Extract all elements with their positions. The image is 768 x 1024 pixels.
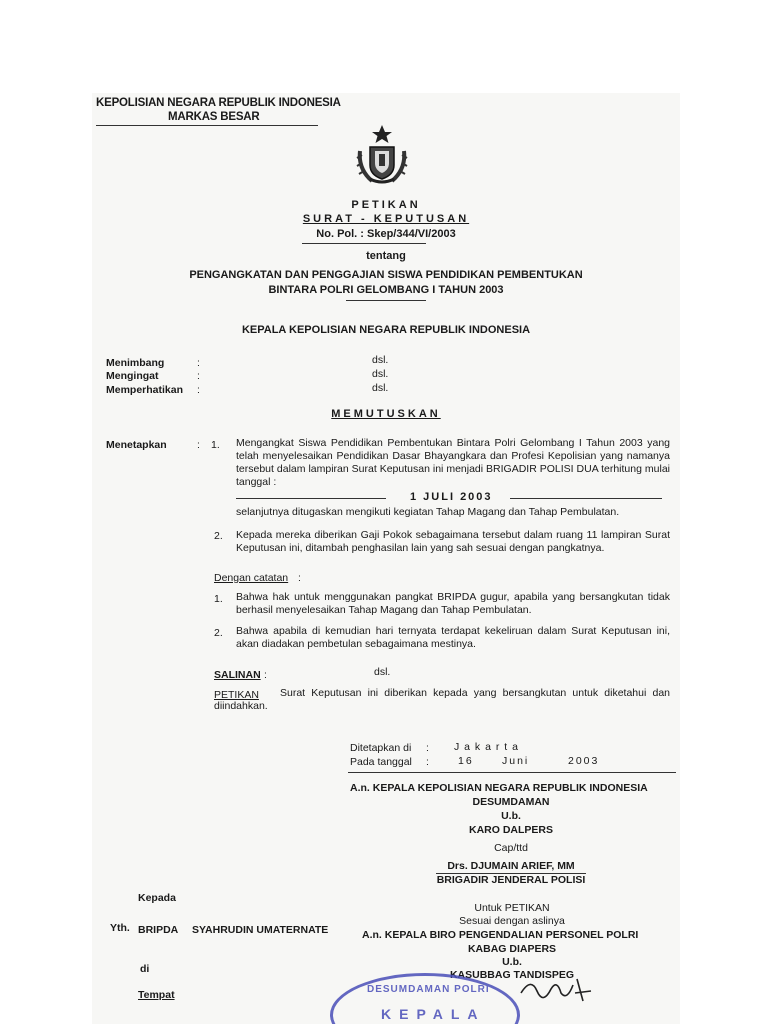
catatan-item2-number: 2. [214,627,223,639]
catatan-item1-number: 1. [214,593,223,605]
signatory-cap: Cap/ttd [494,842,528,854]
di-label: di [140,963,150,975]
number-underline [302,243,426,244]
doc-authority: KEPALA KEPOLISIAN NEGARA REPUBLIK INDONESIA [241,324,531,336]
certification-unit: KABAG DIAPERS [467,943,557,955]
yth-label: Yth. [110,922,130,934]
doc-number: No. Pol. : Skep/344/VI/2003 [316,228,456,240]
doc-petikan-title: PETIKAN [351,199,421,211]
letterhead-line2: MARKAS BESAR [168,111,260,123]
signatory-ub: U.b. [501,810,521,822]
tempat-label: Tempat [138,989,175,1001]
menetapkan-label: Menetapkan [106,439,167,451]
pada-tanggal-label: Pada tanggal [350,756,412,768]
document-page [92,93,680,1024]
signature-icon [517,971,597,1011]
catatan-colon: : [298,572,301,584]
doc-subject-line1: PENGANGKATAN DAN PENGGAJIAN SISWA PENDIDIKAN PEMBENTUKAN [189,269,583,281]
petikan-note-label: PETIKAN [214,689,259,701]
item1-text: Mengangkat Siswa Pendidikan Pembentukan Bintara Polri Gelombang I Tahun 2003 yang telah menyelesaikan Pendidikan Dasar Bhayangkara dan Profesi Kepolisian yang namanya tersebut dalam lampiran Surat Keputusan ini menjadi BRIGADIR POLISI DUA terhitung mulai tanggal : [236,437,670,488]
signatory-unit: DESUMDAMAN [472,796,550,808]
petikan-note-text: Surat Keputusan ini diberikan kepada yang bersangkutan untuk diketahui dan diindahkan. [214,687,670,712]
subject-underline [346,300,426,301]
mengingat-sep: : [197,370,200,382]
memutuskan-heading: MEMUTUSKAN [331,408,441,420]
salinan-colon: : [264,669,267,681]
doc-surat-keputusan: SURAT - KEPUTUSAN [302,213,470,225]
signatory-an: A.n. KEPALA KEPOLISIAN NEGARA REPUBLIK INDONESIA [350,782,648,794]
stamp-kepala: KEPALA [381,1006,486,1022]
pada-tanggal-sep: : [426,756,429,768]
date-line-right [510,498,662,499]
certification-an: A.n. KEPALA BIRO PENGENDALIAN PERSONEL POLRI [362,929,639,941]
effective-date: 1 JULI 2003 [410,491,493,503]
ditetapkan-line [348,772,676,773]
memperhatikan-value: dsl. [372,382,389,394]
sesuai-aslinya: Sesuai dengan aslinya [459,915,565,927]
item1-continuation: selanjutnya ditugaskan mengikuti kegiatan Tahap Magang dan Tahap Pembulatan. [236,506,620,518]
certification-position: KASUBBAG TANDISPEG [449,969,575,981]
letterhead-line1: KEPOLISIAN NEGARA REPUBLIK INDONESIA [96,97,341,109]
menimbang-label: Menimbang [106,357,165,369]
signatory-position: KARO DALPERS [468,824,553,836]
kepada-label: Kepada [138,892,176,904]
signatory-rank: BRIGADIR JENDERAL POLISI [436,874,586,886]
certification-ub: U.b. [502,956,522,968]
menetapkan-sep: : [197,439,200,451]
ditetapkan-sep: : [426,742,429,754]
ditetapkan-place: J a k a r t a [454,741,519,753]
mengingat-value: dsl. [372,368,389,380]
recipient-name: SYAHRUDIN UMATERNATE [192,924,329,936]
item2-number: 2. [214,530,223,542]
letterhead-divider [96,125,318,126]
menimbang-sep: : [197,357,200,369]
item1-number: 1. [211,439,220,451]
mengingat-label: Mengingat [106,370,159,382]
memperhatikan-sep: : [197,384,200,396]
recipient-rank: BRIPDA [138,924,179,936]
date-year: 2003 [568,755,600,767]
menimbang-value: dsl. [372,354,389,366]
untuk-petikan: Untuk PETIKAN [474,902,550,914]
catatan-item2-text: Bahwa apabila di kemudian hari ternyata terdapat kekeliruan dalam Surat Keputusan ini, akan diadakan pembetulan sebagaimana mestinya. [236,625,670,650]
signatory-name: Drs. DJUMAIN ARIEF, MM [447,860,575,872]
stamp-text: DESUMDAMAN POLRI [367,984,490,995]
police-emblem-icon [350,123,414,187]
date-day: 16 [458,755,474,767]
catatan-item1-text: Bahwa hak untuk menggunakan pangkat BRIPDA gugur, apabila yang bersangkutan tidak berhasil menyelesaikan Tahap Magang dan Tahap Pembulatan. [236,591,670,616]
doc-subject-line2: BINTARA POLRI GELOMBANG I TAHUN 2003 [268,284,504,296]
doc-tentang: tentang [366,250,406,262]
salinan-value: dsl. [374,666,391,678]
date-month: Juni [502,755,530,767]
ditetapkan-label: Ditetapkan di [350,742,412,754]
memperhatikan-label: Memperhatikan [106,384,184,396]
date-line-left [236,498,386,499]
item2-text: Kepada mereka diberikan Gaji Pokok sebagaimana tersebut dalam ruang 11 lampiran Surat Keputusan ini, ditambah penghasilan lain yang sah sesuai dengan pangkatnya. [236,529,670,554]
catatan-heading: Dengan catatan [214,572,289,584]
salinan-label: SALINAN [214,669,261,681]
